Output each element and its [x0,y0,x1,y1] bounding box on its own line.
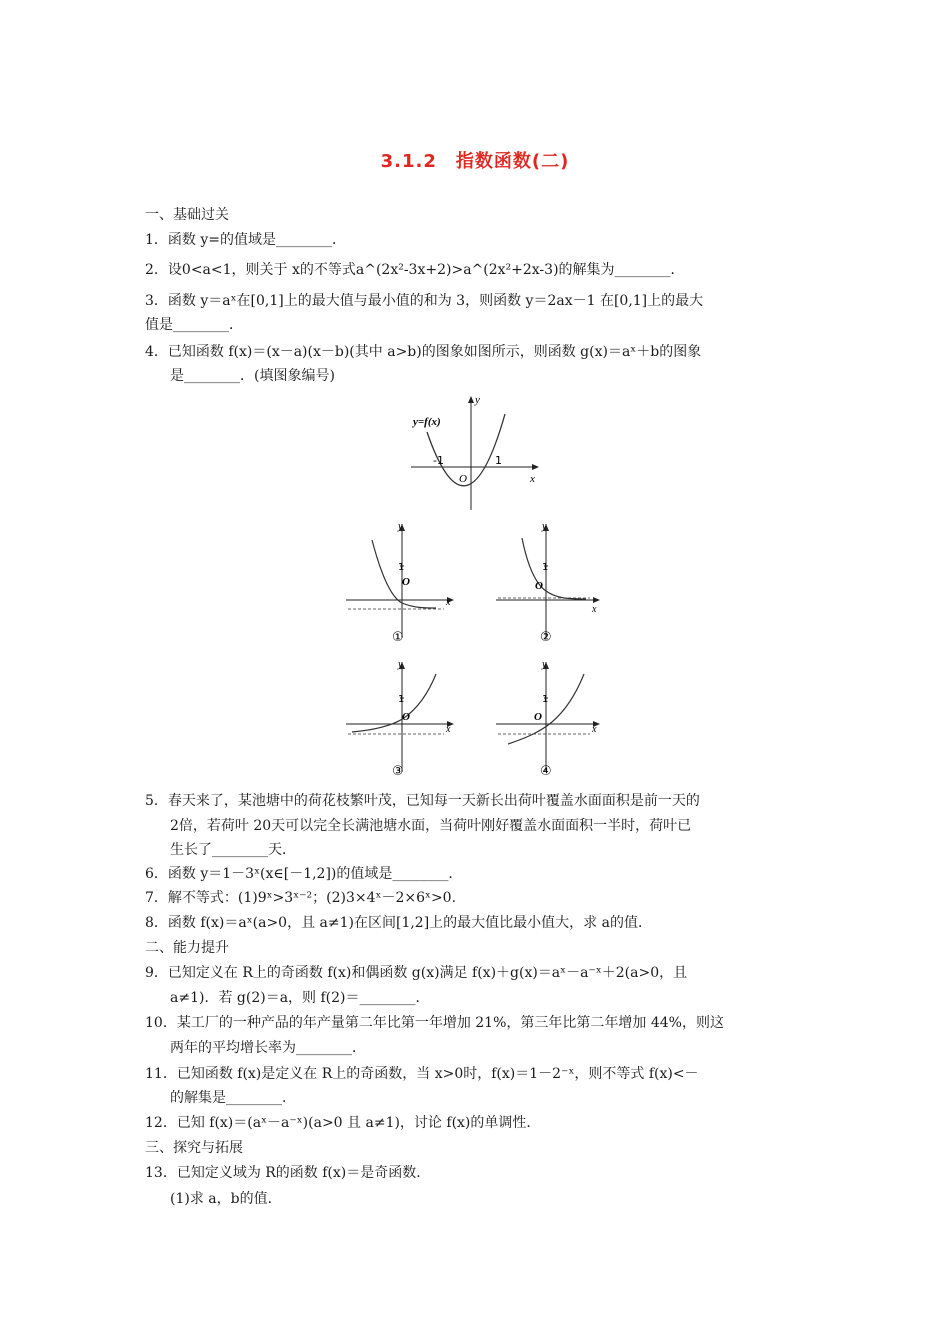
tick-one: 1 [398,562,405,573]
problem-10-cont: 两年的平均增长率为________． [170,1040,366,1056]
section-heading-explore: 三、探究与拓展 [145,1140,243,1156]
problem-13: 13．已知定义域为 R的函数 f(x)＝是奇函数． [145,1165,431,1181]
problem-8: 8．函数 f(x)＝aˣ(a>0，且 a≠1)在区间[1,2]上的最大值比最小值大，求 a的值． [145,915,652,931]
origin-label: O [402,711,410,723]
y-axis-label: y [398,659,403,670]
problem-13-part-1: (1)求 a，b的值． [170,1191,282,1207]
x-axis-label: x [530,473,535,485]
origin-label: O [534,711,542,723]
option-graph-2 [490,518,610,646]
problem-5-cont2: 生长了________天． [170,842,296,858]
tick-one: 1 [398,694,405,705]
problem-9: 9．已知定义在 R上的奇函数 f(x)和偶函数 g(x)满足 f(x)＋g(x)＝aˣ－a⁻ˣ＋2(a>0，且 [145,965,688,981]
function-label: y=f(x) [413,416,441,428]
problem-2: 2．设0<a<1，则关于 x的不等式a^(2x²-3x+2)>a^(2x²+2x-3)的解集为________． [145,262,685,278]
x-axis-label: x [592,724,597,735]
option-graph-3 [340,656,460,780]
problem-11-cont: 的解集是________． [170,1090,296,1106]
problem-12: 12．已知 f(x)＝(aˣ－a⁻ˣ)(a>0 且 a≠1)，讨论 f(x)的单调性． [145,1115,541,1131]
problem-3-cont: 值是________． [145,317,243,333]
y-axis-label: y [398,521,403,532]
y-axis-label: y [475,394,480,406]
problem-11: 11．已知函数 f(x)是定义在 R上的奇函数，当 x>0时，f(x)＝1－2⁻ˣ，则不等式 f(x)<－ [145,1066,699,1082]
problem-5: 5．春天来了，某池塘中的荷花枝繁叶茂，已知每一天新长出荷叶覆盖水面面积是前一天的 [145,793,700,809]
problem-9-cont: a≠1)．若 g(2)＝a，则 f(2)＝________． [170,990,430,1006]
tick-one: 1 [542,694,549,705]
caption-2: ② [540,630,552,645]
origin-label: O [402,576,410,588]
problem-4-cont: 是________．(填图象编号) [170,368,335,384]
tick-neg-one: -1 [433,454,444,467]
problem-1: 1．函数 y=的值域是________． [145,232,346,248]
caption-4: ④ [540,764,552,779]
section-heading-advanced: 二、能力提升 [145,940,229,956]
problem-3: 3．函数 y＝aˣ在[0,1]上的最大值与最小值的和为 3，则函数 y＝2ax－1 在[0,1]上的最大 [145,293,704,309]
caption-1: ① [392,630,404,645]
y-axis-label: y [542,521,547,532]
problem-4: 4．已知函数 f(x)＝(x－a)(x－b)(其中 a>b)的图象如图所示，则函数 g(x)＝aˣ＋b的图象 [145,344,702,360]
option-graph-4 [490,656,610,780]
problem-7: 7．解不等式：(1)9ˣ>3ˣ⁻²；(2)3×4ˣ－2×6ˣ>0. [145,890,457,906]
problem-5-cont: 2倍，若荷叶 20天可以完全长满池塘水面，当荷叶刚好覆盖水面面积一半时，荷叶已 [170,818,692,834]
y-axis-label: y [542,659,547,670]
main-function-graph [405,392,545,514]
origin-label: O [535,580,543,592]
section-heading-basic: 一、基础过关 [145,207,229,223]
x-axis-label: x [446,597,451,608]
page-title: 3.1.2 指数函数(二) [380,151,570,172]
origin-label: O [459,473,467,485]
caption-3: ③ [392,764,404,779]
problem-10: 10．某工厂的一种产品的年产量第二年比第一年增加 21%，第三年比第二年增加 44%，则这 [145,1015,724,1031]
x-axis-label: x [592,604,597,615]
option-graph-1 [340,518,460,646]
tick-one: 1 [495,454,502,467]
problem-6: 6．函数 y＝1－3ˣ(x∈[－1,2])的值域是________． [145,866,463,882]
tick-one: 1 [542,562,549,573]
x-axis-label: x [446,724,451,735]
